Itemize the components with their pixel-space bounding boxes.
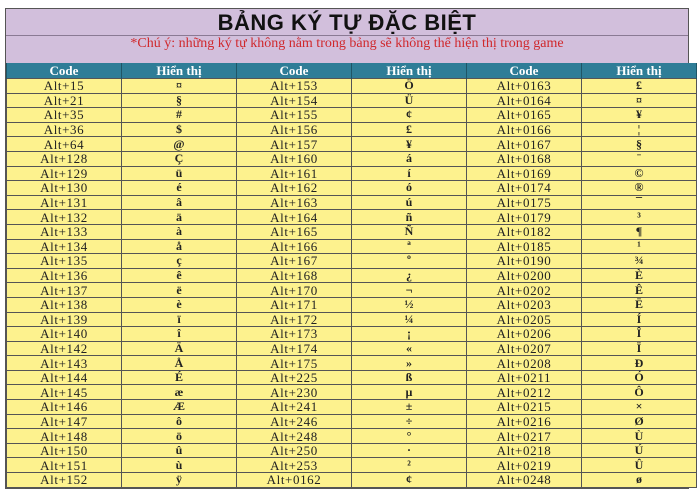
character-cell: è xyxy=(122,297,237,312)
alt-code-cell: Alt+161 xyxy=(237,166,352,181)
character-cell: Æ xyxy=(122,400,237,415)
character-cell: ¤ xyxy=(122,79,237,94)
special-characters-sheet xyxy=(5,8,689,489)
character-cell: § xyxy=(582,137,697,152)
alt-code-cell: Alt+230 xyxy=(237,385,352,400)
character-cell: ÷ xyxy=(352,414,467,429)
character-cell: © xyxy=(582,166,697,181)
character-cell: â xyxy=(122,195,237,210)
header-code: Code xyxy=(7,63,122,79)
character-cell: á xyxy=(352,151,467,166)
alt-code-cell: Alt+0212 xyxy=(467,385,582,400)
character-cell: ¯ xyxy=(582,195,697,210)
header-row xyxy=(7,63,697,79)
alt-code-cell: Alt+148 xyxy=(7,429,122,444)
alt-code-cell: Alt+157 xyxy=(237,137,352,152)
alt-code-cell: Alt+0169 xyxy=(467,166,582,181)
character-cell: ä xyxy=(122,210,237,225)
alt-code-cell: Alt+129 xyxy=(7,166,122,181)
character-cell: § xyxy=(122,93,237,108)
character-cell: # xyxy=(122,108,237,123)
alt-code-cell: Alt+151 xyxy=(7,458,122,473)
alt-code-cell: Alt+0182 xyxy=(467,224,582,239)
character-cell: æ xyxy=(122,385,237,400)
alt-code-cell: Alt+0167 xyxy=(467,137,582,152)
character-cell: ³ xyxy=(582,210,697,225)
alt-code-cell: Alt+160 xyxy=(237,151,352,166)
alt-code-cell: Alt+138 xyxy=(7,297,122,312)
table-row xyxy=(7,122,697,137)
character-cell: í xyxy=(352,166,467,181)
character-cell: ½ xyxy=(352,297,467,312)
alt-code-cell: Alt+130 xyxy=(7,181,122,196)
character-cell: µ xyxy=(352,385,467,400)
alt-code-cell: Alt+154 xyxy=(237,93,352,108)
character-cell: ¤ xyxy=(582,93,697,108)
character-cell: ¨ xyxy=(582,151,697,166)
alt-code-cell: Alt+172 xyxy=(237,312,352,327)
alt-code-cell: Alt+163 xyxy=(237,195,352,210)
character-cell: ë xyxy=(122,283,237,298)
character-cell: î xyxy=(122,327,237,342)
alt-code-cell: Alt+155 xyxy=(237,108,352,123)
alt-code-cell: Alt+0207 xyxy=(467,341,582,356)
table-row xyxy=(7,195,697,210)
character-cell: ó xyxy=(352,181,467,196)
character-cell: ø xyxy=(582,473,697,488)
alt-code-cell: Alt+0165 xyxy=(467,108,582,123)
alt-code-cell: Alt+0200 xyxy=(467,268,582,283)
character-cell: Ð xyxy=(582,356,697,371)
character-cell: ¡ xyxy=(352,327,467,342)
character-cell: ¼ xyxy=(352,312,467,327)
alt-code-cell: Alt+0202 xyxy=(467,283,582,298)
character-cell: à xyxy=(122,224,237,239)
table-row xyxy=(7,93,697,108)
alt-code-cell: Alt+0218 xyxy=(467,443,582,458)
table-row xyxy=(7,414,697,429)
character-cell: ¶ xyxy=(582,224,697,239)
character-cell: ô xyxy=(122,414,237,429)
alt-code-cell: Alt+0166 xyxy=(467,122,582,137)
table-row xyxy=(7,283,697,298)
alt-code-cell: Alt+35 xyxy=(7,108,122,123)
character-cell: ù xyxy=(122,458,237,473)
table-row xyxy=(7,312,697,327)
character-cell: ® xyxy=(582,181,697,196)
alt-code-cell: Alt+174 xyxy=(237,341,352,356)
alt-code-cell: Alt+0190 xyxy=(467,254,582,269)
alt-code-cell: Alt+146 xyxy=(7,400,122,415)
character-cell: ¥ xyxy=(352,137,467,152)
character-cell: Ü xyxy=(352,93,467,108)
table-row xyxy=(7,268,697,283)
character-cell: ñ xyxy=(352,210,467,225)
character-cell: ¥ xyxy=(582,108,697,123)
alt-code-cell: Alt+171 xyxy=(237,297,352,312)
alt-code-cell: Alt+0248 xyxy=(467,473,582,488)
character-cell: Ï xyxy=(582,341,697,356)
alt-code-cell: Alt+253 xyxy=(237,458,352,473)
character-cell: ¹ xyxy=(582,239,697,254)
alt-code-cell: Alt+0205 xyxy=(467,312,582,327)
table-row xyxy=(7,473,697,488)
character-cell: ° xyxy=(352,429,467,444)
character-cell: Ø xyxy=(582,414,697,429)
character-cell: ² xyxy=(352,458,467,473)
alt-code-cell: Alt+0217 xyxy=(467,429,582,444)
alt-code-cell: Alt+0164 xyxy=(467,93,582,108)
character-cell: ± xyxy=(352,400,467,415)
character-cell: $ xyxy=(122,122,237,137)
alt-code-cell: Alt+15 xyxy=(7,79,122,94)
character-cell: Ë xyxy=(582,297,697,312)
alt-code-cell: Alt+0179 xyxy=(467,210,582,225)
character-cell: ¢ xyxy=(352,108,467,123)
character-cell: · xyxy=(352,443,467,458)
table-row xyxy=(7,385,697,400)
alt-code-cell: Alt+164 xyxy=(237,210,352,225)
character-cell: È xyxy=(582,268,697,283)
alt-code-cell: Alt+143 xyxy=(7,356,122,371)
character-cell: Ä xyxy=(122,341,237,356)
character-cell: @ xyxy=(122,137,237,152)
alt-code-cell: Alt+153 xyxy=(237,79,352,94)
alt-code-cell: Alt+0206 xyxy=(467,327,582,342)
table-row xyxy=(7,443,697,458)
alt-code-cell: Alt+241 xyxy=(237,400,352,415)
alt-code-cell: Alt+250 xyxy=(237,443,352,458)
alt-code-cell: Alt+0168 xyxy=(467,151,582,166)
header-code: Code xyxy=(467,63,582,79)
alt-code-cell: Alt+0203 xyxy=(467,297,582,312)
table-row xyxy=(7,341,697,356)
character-cell: Ñ xyxy=(352,224,467,239)
alt-code-cell: Alt+0219 xyxy=(467,458,582,473)
table-row xyxy=(7,254,697,269)
character-cell: Ö xyxy=(352,79,467,94)
table-row xyxy=(7,400,697,415)
character-cell: ö xyxy=(122,429,237,444)
table-row xyxy=(7,137,697,152)
alt-code-cell: Alt+21 xyxy=(7,93,122,108)
character-cell: å xyxy=(122,239,237,254)
alt-code-cell: Alt+170 xyxy=(237,283,352,298)
alt-code-cell: Alt+156 xyxy=(237,122,352,137)
table-row xyxy=(7,327,697,342)
alt-code-cell: Alt+64 xyxy=(7,137,122,152)
character-cell: ü xyxy=(122,166,237,181)
alt-code-cell: Alt+166 xyxy=(237,239,352,254)
alt-code-cell: Alt+147 xyxy=(7,414,122,429)
character-cell: ª xyxy=(352,239,467,254)
character-cell: × xyxy=(582,400,697,415)
alt-code-cell: Alt+137 xyxy=(7,283,122,298)
character-cell: ÿ xyxy=(122,473,237,488)
alt-code-cell: Alt+142 xyxy=(7,341,122,356)
character-cell: ¢ xyxy=(352,473,467,488)
alt-code-cell: Alt+133 xyxy=(7,224,122,239)
character-cell: ê xyxy=(122,268,237,283)
character-cell: Í xyxy=(582,312,697,327)
alt-code-cell: Alt+144 xyxy=(7,370,122,385)
character-cell: ¾ xyxy=(582,254,697,269)
header-display: Hiển thị xyxy=(582,63,697,79)
header-display: Hiển thị xyxy=(122,63,237,79)
character-cell: £ xyxy=(352,122,467,137)
table-row xyxy=(7,108,697,123)
alt-code-cell: Alt+136 xyxy=(7,268,122,283)
character-cell: ¦ xyxy=(582,122,697,137)
alt-code-cell: Alt+140 xyxy=(7,327,122,342)
alt-code-cell: Alt+165 xyxy=(237,224,352,239)
alt-code-cell: Alt+131 xyxy=(7,195,122,210)
character-cell: ç xyxy=(122,254,237,269)
character-cell: é xyxy=(122,181,237,196)
alt-code-cell: Alt+0211 xyxy=(467,370,582,385)
table-row xyxy=(7,356,697,371)
alt-code-cell: Alt+248 xyxy=(237,429,352,444)
alt-code-cell: Alt+139 xyxy=(7,312,122,327)
alt-code-cell: Alt+168 xyxy=(237,268,352,283)
alt-code-cell: Alt+0163 xyxy=(467,79,582,94)
alt-code-cell: Alt+0216 xyxy=(467,414,582,429)
character-cell: û xyxy=(122,443,237,458)
character-cell: Å xyxy=(122,356,237,371)
table-row xyxy=(7,210,697,225)
character-cell: Ô xyxy=(582,385,697,400)
character-cell: ¬ xyxy=(352,283,467,298)
character-cell: ú xyxy=(352,195,467,210)
alt-code-cell: Alt+36 xyxy=(7,122,122,137)
alt-code-cell: Alt+0208 xyxy=(467,356,582,371)
table-row xyxy=(7,370,697,385)
character-cell: º xyxy=(352,254,467,269)
alt-code-cell: Alt+225 xyxy=(237,370,352,385)
alt-code-cell: Alt+0215 xyxy=(467,400,582,415)
header-display: Hiển thị xyxy=(352,63,467,79)
table-row xyxy=(7,79,697,94)
character-cell: Ú xyxy=(582,443,697,458)
character-cell: ß xyxy=(352,370,467,385)
table-row xyxy=(7,429,697,444)
table-row xyxy=(7,151,697,166)
character-cell: ï xyxy=(122,312,237,327)
character-cell: Ê xyxy=(582,283,697,298)
table-row xyxy=(7,239,697,254)
character-cell: Ó xyxy=(582,370,697,385)
table-row xyxy=(7,166,697,181)
character-cell: « xyxy=(352,341,467,356)
character-cell: » xyxy=(352,356,467,371)
table-row xyxy=(7,297,697,312)
character-cell: Ù xyxy=(582,429,697,444)
character-cell: Û xyxy=(582,458,697,473)
alt-code-cell: Alt+0162 xyxy=(237,473,352,488)
character-cell: £ xyxy=(582,79,697,94)
alt-code-cell: Alt+128 xyxy=(7,151,122,166)
table-row xyxy=(7,181,697,196)
alt-code-cell: Alt+132 xyxy=(7,210,122,225)
character-table xyxy=(6,63,697,488)
alt-code-cell: Alt+246 xyxy=(237,414,352,429)
sheet-note: *Chú ý: những ký tự không nằm trong bảng sẽ không thể hiện thị trong game xyxy=(130,36,564,51)
character-cell: ¿ xyxy=(352,268,467,283)
sheet-title: BẢNG KÝ TỰ ĐẶC BIỆT xyxy=(6,9,688,36)
header-code: Code xyxy=(237,63,352,79)
alt-code-cell: Alt+135 xyxy=(7,254,122,269)
character-cell: É xyxy=(122,370,237,385)
alt-code-cell: Alt+150 xyxy=(7,443,122,458)
character-cell: Î xyxy=(582,327,697,342)
table-row xyxy=(7,458,697,473)
alt-code-cell: Alt+0175 xyxy=(467,195,582,210)
table-row xyxy=(7,224,697,239)
alt-code-cell: Alt+0174 xyxy=(467,181,582,196)
character-cell: Ç xyxy=(122,151,237,166)
alt-code-cell: Alt+162 xyxy=(237,181,352,196)
alt-code-cell: Alt+145 xyxy=(7,385,122,400)
alt-code-cell: Alt+134 xyxy=(7,239,122,254)
alt-code-cell: Alt+0185 xyxy=(467,239,582,254)
alt-code-cell: Alt+173 xyxy=(237,327,352,342)
alt-code-cell: Alt+175 xyxy=(237,356,352,371)
alt-code-cell: Alt+167 xyxy=(237,254,352,269)
alt-code-cell: Alt+152 xyxy=(7,473,122,488)
